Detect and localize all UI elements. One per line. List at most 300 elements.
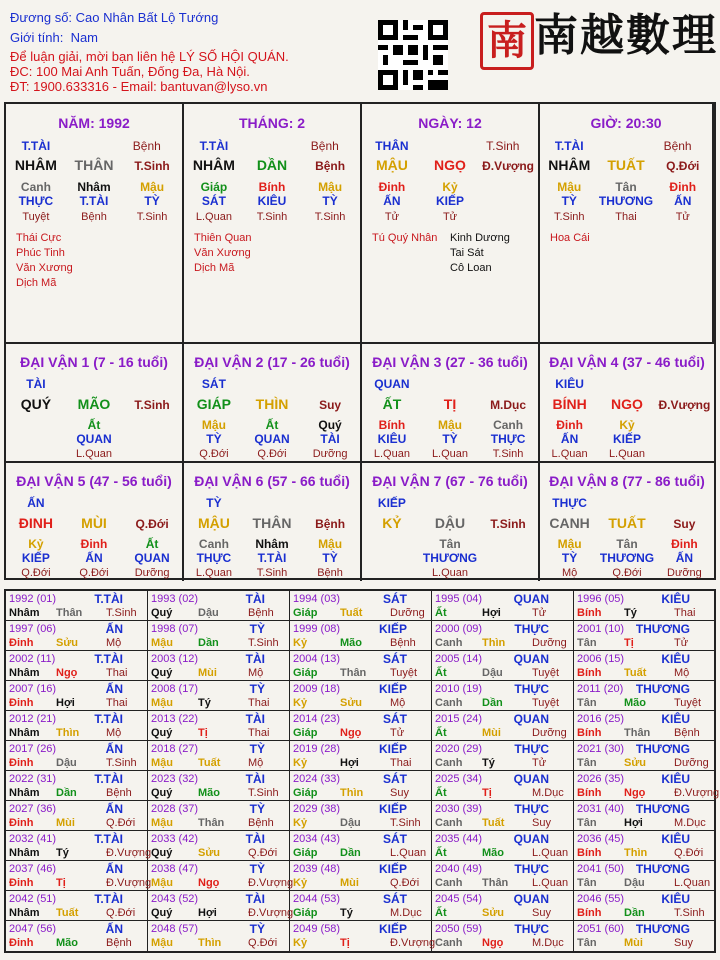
- year-cell: [6, 681, 148, 711]
- auspicious-stars: [16, 231, 73, 291]
- year-branch: Mão: [198, 787, 220, 799]
- dai-van-stage: Bệnh: [315, 517, 346, 531]
- year-stage: Bệnh: [674, 727, 700, 739]
- year-label: 2010 (19): [435, 683, 483, 695]
- dai-van-stem: KỶ: [382, 515, 402, 531]
- year-cell: [6, 891, 148, 921]
- hidden-god: TỲ: [206, 432, 222, 446]
- year-stem: Ất: [435, 727, 447, 739]
- year-stem: Giáp: [293, 607, 318, 619]
- dai-van-stem: ĐINH: [18, 515, 54, 531]
- year-stage: Tuyệt: [674, 697, 702, 709]
- hidden-stem: Mậu: [557, 180, 582, 194]
- year-stem: Mậu: [151, 697, 173, 709]
- year-stage: L.Quan: [390, 847, 427, 859]
- year-stem: Đinh: [9, 937, 34, 949]
- hidden-god: KIÊU: [377, 432, 407, 446]
- hidden-god: KIẾP: [612, 432, 641, 446]
- hidden-god: KIẾP: [435, 194, 464, 208]
- hidden-stem: Đinh: [671, 537, 698, 551]
- year-god: SÁT: [383, 652, 407, 666]
- year-god: SÁT: [383, 772, 407, 786]
- hidden-stem: Canh: [493, 418, 524, 432]
- hidden-god: ẤN: [560, 432, 579, 446]
- hidden-god: KIÊU: [257, 194, 287, 208]
- hidden-god: TỲ: [561, 194, 577, 208]
- year-label: 2048 (57): [151, 923, 199, 935]
- hidden-stage: Q.Đới: [199, 448, 229, 460]
- hidden-stage: Mộ: [561, 567, 578, 579]
- year-god: T.TÀI: [94, 592, 123, 606]
- year-stem: Nhâm: [9, 907, 40, 919]
- year-god: TỲ: [249, 802, 265, 816]
- hidden-stage: Q.Đới: [257, 448, 287, 460]
- yearly-luck-table: [4, 589, 720, 953]
- hidden-stem: Mậu: [437, 418, 462, 432]
- year-stage: Bệnh: [106, 787, 132, 799]
- year-label: 2000 (09): [435, 623, 483, 635]
- year-label: 2030 (39): [435, 803, 483, 815]
- year-stage: Thai: [248, 697, 270, 709]
- year-label: 2018 (27): [151, 743, 199, 755]
- hidden-stage: Tử: [442, 211, 458, 223]
- dai-van-god: ẤN: [27, 496, 45, 510]
- year-stem: Giáp: [293, 667, 318, 679]
- hidden-god: QUAN: [76, 432, 112, 446]
- year-stage: Bệnh: [248, 607, 274, 619]
- hidden-stem: Canh: [20, 180, 51, 194]
- year-stage: Thai: [248, 727, 270, 739]
- hidden-stage: L.Quan: [75, 448, 113, 460]
- year-stage: Tử: [532, 757, 547, 769]
- dai-van-stage: Q.Đới: [135, 517, 169, 531]
- hidden-stem: Tân: [616, 537, 638, 551]
- inauspicious-stars: [450, 231, 510, 276]
- year-label: 2005 (14): [435, 653, 483, 665]
- star-item: Phúc Tinh: [16, 247, 65, 259]
- hidden-god: TỲ: [442, 432, 458, 446]
- year-label: 2013 (22): [151, 713, 199, 725]
- year-stage: Dưỡng: [532, 637, 567, 649]
- year-label: 2046 (55): [577, 893, 625, 905]
- year-stage: Suy: [674, 937, 693, 949]
- hidden-stem: Ất: [265, 418, 279, 432]
- hidden-god: ẤN: [675, 551, 694, 565]
- year-branch: Dậu: [482, 667, 503, 679]
- hidden-stage: T.Sinh: [492, 448, 524, 460]
- hidden-stem: Ất: [145, 537, 159, 551]
- dai-van-stem: MẬU: [197, 515, 230, 531]
- year-branch: Dần: [198, 637, 219, 649]
- hidden-god: THỰC: [490, 432, 526, 446]
- year-god: THỰC: [514, 922, 549, 936]
- dai-van-7: [362, 461, 540, 581]
- year-branch: Tị: [56, 877, 66, 889]
- hidden-stem: Mậu: [201, 418, 226, 432]
- year-god: TỲ: [249, 622, 265, 636]
- year-cell: [574, 651, 714, 681]
- top-stage: Bệnh: [132, 139, 161, 153]
- year-stem: Kỷ: [293, 817, 308, 829]
- year-cell: [432, 711, 574, 741]
- year-stem: Bính: [577, 727, 602, 739]
- year-stem: Mậu: [151, 757, 173, 769]
- year-stem: Đinh: [9, 637, 34, 649]
- year-stem: Bính: [577, 787, 602, 799]
- year-label: 2002 (11): [9, 653, 56, 665]
- pillar-1: [6, 104, 184, 342]
- year-stem: Kỷ: [293, 697, 308, 709]
- dai-van-title: ĐẠI VẬN 7 (67 - 76 tuổi): [372, 473, 528, 489]
- hidden-stage: Dưỡng: [134, 567, 170, 579]
- year-stage: Thai: [106, 697, 128, 709]
- year-cell: [290, 861, 432, 891]
- year-cell: [148, 741, 290, 771]
- year-stage: Đ.Vượng: [106, 847, 152, 859]
- hidden-stem: Quý: [318, 418, 342, 432]
- year-stage: Thai: [106, 667, 128, 679]
- dai-van-1: [6, 342, 184, 462]
- dai-van-title: ĐẠI VẬN 8 (77 - 86 tuổi): [549, 473, 705, 489]
- hidden-stem: Tân: [439, 537, 461, 551]
- year-branch: Ngọ: [56, 667, 78, 679]
- year-god: KIÊU: [661, 712, 690, 726]
- dai-van-stage: M.Dục: [490, 398, 527, 412]
- gender-label: Giới tính:: [10, 30, 64, 45]
- year-label: 2038 (47): [151, 863, 199, 875]
- year-label: 2044 (53): [293, 893, 341, 905]
- dai-van-2: [184, 342, 362, 462]
- star-item: Dịch Mã: [194, 262, 235, 274]
- year-cell: [574, 771, 720, 801]
- year-cell: [574, 711, 714, 741]
- dai-van-god: QUAN: [374, 377, 410, 391]
- year-stem: Tân: [577, 757, 597, 769]
- year-stem: Tân: [577, 697, 597, 709]
- year-stem: Canh: [435, 877, 463, 889]
- year-stem: Kỷ: [293, 637, 308, 649]
- year-cell: [432, 681, 574, 711]
- year-cell: [290, 681, 432, 711]
- hidden-stage: L.Quan: [195, 211, 232, 223]
- year-cell: [148, 921, 290, 951]
- star-item: Thiên Quan: [194, 232, 252, 244]
- year-god: THỰC: [514, 802, 549, 816]
- year-cell: [574, 741, 714, 771]
- hidden-stem: Đinh: [669, 180, 697, 194]
- dai-van-title: ĐẠI VẬN 5 (47 - 56 tuổi): [16, 473, 172, 489]
- year-god: KIẾP: [378, 862, 407, 876]
- year-stage: Tử: [390, 727, 405, 739]
- dai-van-stage: Đ.Vượng: [658, 398, 711, 412]
- four-pillars-panel: [4, 102, 716, 580]
- year-god: QUAN: [513, 892, 549, 906]
- dai-van-stem: QUÝ: [20, 396, 52, 412]
- year-stem: Canh: [435, 817, 463, 829]
- year-cell: [574, 891, 714, 921]
- year-god: TÀI: [245, 712, 265, 726]
- dai-van-5: [6, 461, 184, 581]
- year-stage: L.Quan: [532, 847, 569, 859]
- hidden-stem: Bính: [378, 418, 406, 432]
- branch-stage: Đ.Vượng: [482, 159, 535, 173]
- year-branch: Tý: [340, 907, 353, 919]
- year-god: SÁT: [383, 832, 407, 846]
- year-stage: Mộ: [106, 637, 122, 649]
- gender-value: Nam: [70, 30, 99, 45]
- dai-van-branch: MÙI: [81, 515, 107, 531]
- heavenly-stem: NHÂM: [14, 157, 57, 173]
- dai-van-stage: Suy: [319, 398, 342, 412]
- year-stage: L.Quan: [674, 877, 711, 889]
- year-cell: [574, 801, 714, 831]
- earthly-branch: NGỌ: [434, 157, 466, 173]
- heavenly-stem: NHÂM: [192, 157, 235, 173]
- year-label: 2039 (48): [293, 863, 341, 875]
- year-label: 2009 (18): [293, 683, 341, 695]
- year-stem: Bính: [577, 607, 602, 619]
- year-label: 2022 (31): [9, 773, 57, 785]
- year-stage: Q.Đới: [248, 847, 278, 859]
- hidden-stage: Tử: [675, 211, 690, 223]
- year-label: 2033 (42): [151, 833, 199, 845]
- hidden-stage: L.Quan: [431, 567, 469, 579]
- year-branch: Dần: [482, 697, 503, 709]
- year-label: 2050 (59): [435, 923, 483, 935]
- year-god: ẤN: [105, 622, 123, 636]
- hidden-stem: Đinh: [378, 180, 406, 194]
- hidden-god: T.TÀI: [257, 551, 287, 565]
- dai-van-title: ĐẠI VẬN 6 (57 - 66 tuổi): [194, 473, 350, 489]
- year-cell: [148, 651, 290, 681]
- year-stem: Quý: [151, 607, 173, 619]
- year-branch: Mão: [482, 847, 504, 859]
- pillar-3: [362, 104, 540, 342]
- year-stage: Q.Đới: [106, 817, 136, 829]
- star-item: Kinh Dương: [450, 232, 510, 244]
- branch-stage: T.Sinh: [134, 159, 170, 173]
- year-stage: Tuyệt: [390, 667, 418, 679]
- top-god: T.TÀI: [554, 139, 584, 153]
- year-label: 2024 (33): [293, 773, 341, 785]
- hidden-god: THƯƠNG: [598, 194, 654, 208]
- year-stem: Bính: [577, 907, 602, 919]
- address-line: ĐC: 100 Mai Anh Tuấn, Đống Đa, Hà Nội.: [10, 64, 250, 79]
- hidden-stem: Nhâm: [255, 537, 289, 551]
- year-label: 2017 (26): [9, 743, 57, 755]
- year-god: QUAN: [513, 652, 549, 666]
- year-stage: Mộ: [390, 697, 406, 709]
- year-label: 2035 (44): [435, 833, 483, 845]
- year-stem: Quý: [151, 787, 173, 799]
- year-branch: Dậu: [198, 607, 219, 619]
- year-stem: Kỷ: [293, 937, 308, 949]
- dai-van-branch: DẬU: [434, 515, 466, 531]
- year-label: 2023 (32): [151, 773, 199, 785]
- year-branch: Tý: [624, 607, 637, 619]
- year-god: SÁT: [383, 592, 407, 606]
- year-cell: [6, 621, 148, 651]
- year-label: 1994 (03): [293, 593, 341, 605]
- year-cell: [574, 861, 714, 891]
- year-stage: Suy: [390, 787, 409, 799]
- year-stage: Bệnh: [248, 817, 274, 829]
- year-god: T.TÀI: [94, 712, 123, 726]
- hidden-stage: Bệnh: [317, 567, 343, 579]
- pillar-title: GIỜ: 20:30: [590, 115, 662, 131]
- year-stem: Quý: [151, 847, 173, 859]
- dai-van-god: KIÊU: [555, 377, 584, 391]
- hidden-stage: Q.Đới: [21, 567, 51, 579]
- hidden-stage: Q.Đới: [612, 567, 642, 579]
- year-stem: Quý: [151, 727, 173, 739]
- year-branch: Tuất: [340, 607, 363, 619]
- year-branch: Ngọ: [624, 787, 646, 799]
- dai-van-stage: Suy: [673, 517, 696, 531]
- contact-line: Để luận giải, mời bạn liên hệ LÝ SỐ HỘI QUÁN.: [10, 49, 289, 64]
- year-label: 2012 (21): [9, 713, 57, 725]
- star-item: Văn Xương: [16, 262, 73, 274]
- year-branch: Dậu: [56, 757, 77, 769]
- hidden-stem: Tân: [615, 180, 637, 194]
- year-stem: Giáp: [293, 907, 318, 919]
- year-cell: [574, 621, 714, 651]
- star-item: Thái Cực: [16, 232, 62, 244]
- hidden-god: KIẾP: [21, 551, 50, 565]
- year-stage: Q.Đới: [106, 907, 136, 919]
- year-label: 2037 (46): [9, 863, 57, 875]
- year-branch: Ngọ: [340, 727, 362, 739]
- year-branch: Ngọ: [198, 877, 220, 889]
- header: [0, 0, 720, 100]
- year-stem: Ất: [435, 787, 447, 799]
- year-label: 2020 (29): [435, 743, 483, 755]
- year-branch: Mùi: [198, 667, 217, 679]
- year-stem: Kỷ: [293, 757, 308, 769]
- year-cell: [148, 711, 290, 741]
- year-branch: Sửu: [340, 697, 363, 709]
- year-god: SÁT: [383, 892, 407, 906]
- year-label: 2051 (60): [577, 923, 625, 935]
- year-cell: [6, 861, 152, 891]
- hidden-stem: Mậu: [140, 180, 165, 194]
- dai-van-6: [184, 461, 362, 581]
- dai-van-3: [362, 342, 540, 462]
- year-label: 1997 (06): [9, 623, 57, 635]
- auspicious-stars: [372, 231, 437, 246]
- year-label: 2029 (38): [293, 803, 341, 815]
- hidden-stem: Kỷ: [442, 180, 458, 194]
- star-item: Dịch Mã: [16, 277, 57, 289]
- year-god: TỲ: [249, 682, 265, 696]
- year-branch: Hợi: [482, 607, 501, 619]
- year-branch: Thân: [198, 817, 225, 829]
- year-cell: [432, 801, 574, 831]
- hidden-god: THỰC: [18, 194, 54, 208]
- year-cell: [290, 921, 436, 951]
- year-stem: Quý: [151, 907, 173, 919]
- pillar-title: THÁNG: 2: [238, 115, 306, 131]
- year-stage: T.Sinh: [248, 637, 279, 649]
- hidden-stage: T.Sinh: [136, 211, 168, 223]
- year-stem: Ất: [435, 667, 447, 679]
- year-branch: Tị: [340, 937, 350, 949]
- earthly-branch: DẦN: [256, 157, 288, 173]
- year-stage: T.Sinh: [106, 757, 137, 769]
- year-branch: Tuất: [482, 817, 505, 829]
- year-stem: Bính: [577, 847, 602, 859]
- year-label: 2008 (17): [151, 683, 199, 695]
- year-label: 2040 (49): [435, 863, 483, 875]
- hidden-god: QUAN: [134, 551, 170, 565]
- hidden-god: TỲ: [322, 194, 338, 208]
- year-stage: M.Dục: [674, 817, 706, 829]
- year-label: 2045 (54): [435, 893, 483, 905]
- year-stem: Tân: [577, 637, 597, 649]
- year-branch: Mão: [56, 937, 78, 949]
- year-god: THƯƠNG: [635, 682, 690, 696]
- year-branch: Hợi: [56, 697, 75, 709]
- top-stage: Bệnh: [663, 139, 692, 153]
- hidden-god: QUAN: [254, 432, 290, 446]
- dai-van-god: THỰC: [552, 496, 587, 510]
- year-god: TÀI: [245, 652, 265, 666]
- year-label: 2031 (40): [577, 803, 625, 815]
- branch-stage: Bệnh: [315, 159, 346, 173]
- year-stage: Thai: [674, 607, 696, 619]
- year-god: THỰC: [514, 622, 549, 636]
- year-stage: M.Dục: [532, 937, 564, 949]
- star-item: Văn Xương: [194, 247, 251, 259]
- year-branch: Thân: [340, 667, 367, 679]
- year-branch: Mão: [340, 637, 362, 649]
- hidden-stem: Nhâm: [77, 180, 111, 194]
- year-stage: Tuyệt: [532, 697, 560, 709]
- year-stem: Kỷ: [293, 877, 308, 889]
- dai-van-stem: BÍNH: [552, 396, 587, 412]
- heavenly-stem: NHÂM: [548, 157, 591, 173]
- year-branch: Tuất: [198, 757, 221, 769]
- top-stage: Bệnh: [310, 139, 339, 153]
- pillar-title: NĂM: 1992: [58, 115, 130, 131]
- year-cell: [290, 651, 432, 681]
- year-stage: Dưỡng: [674, 757, 709, 769]
- year-god: THƯƠNG: [635, 622, 690, 636]
- year-stem: Ất: [435, 607, 447, 619]
- year-cell: [574, 921, 714, 951]
- qr-code-icon[interactable]: [378, 20, 448, 90]
- top-god: T.TÀI: [21, 139, 51, 153]
- hidden-stage: T.Sinh: [256, 211, 288, 223]
- dai-van-title: ĐẠI VẬN 1 (7 - 16 tuổi): [20, 354, 168, 370]
- year-stage: Mộ: [248, 757, 264, 769]
- hidden-stage: L.Quan: [551, 448, 588, 460]
- year-god: KIÊU: [661, 832, 690, 846]
- year-stem: Mậu: [151, 817, 173, 829]
- year-stage: T.Sinh: [106, 607, 137, 619]
- year-label: 2043 (52): [151, 893, 199, 905]
- year-branch: Dần: [624, 907, 645, 919]
- year-cell: [148, 801, 290, 831]
- dai-van-god: KIẾP: [377, 496, 406, 510]
- year-stage: Mộ: [248, 667, 264, 679]
- year-stage: Thai: [390, 757, 412, 769]
- year-stem: Nhâm: [9, 727, 40, 739]
- year-cell: [6, 651, 148, 681]
- year-cell: [574, 591, 714, 621]
- year-cell: [6, 921, 148, 951]
- year-god: ẤN: [105, 802, 123, 816]
